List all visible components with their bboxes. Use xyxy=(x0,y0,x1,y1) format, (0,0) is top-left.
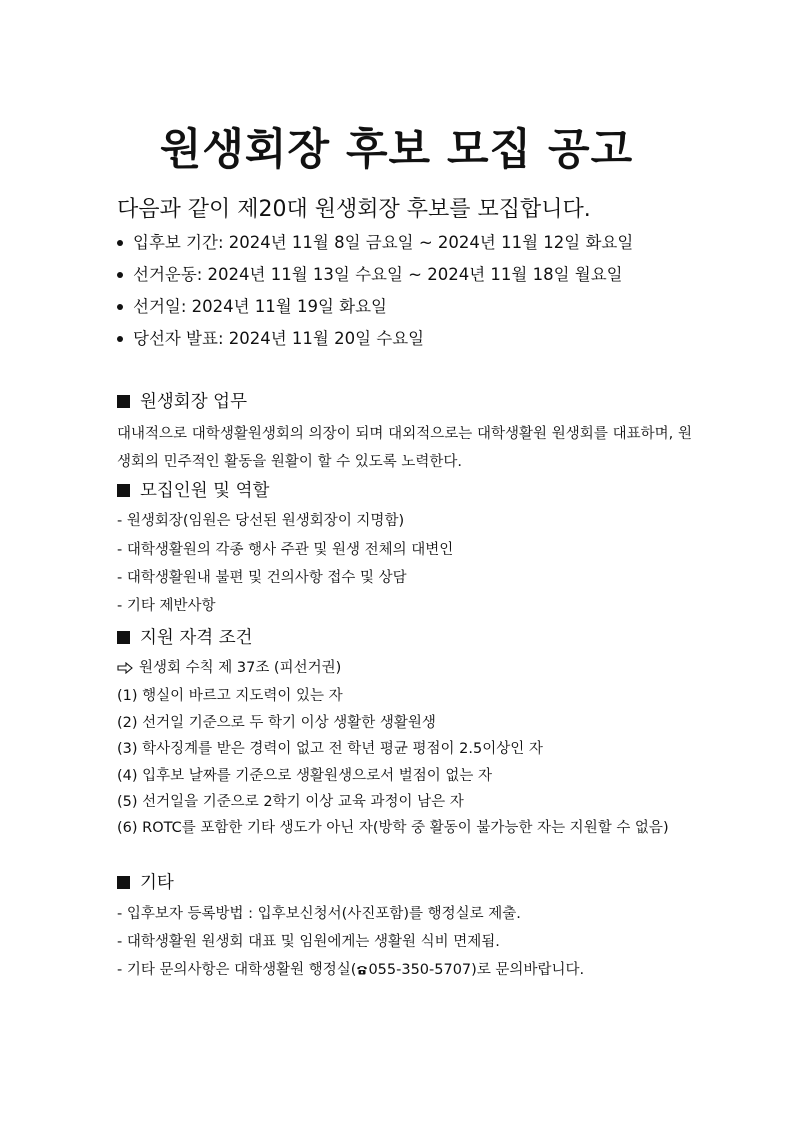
schedule-item: 당선자 발표: 2024년 11월 20일 수요일 xyxy=(117,325,633,357)
section-heading-recruit: 모집인원 및 역할 xyxy=(117,478,269,504)
recruit-item: - 기타 제반사항 xyxy=(117,598,216,614)
duties-paragraph: 대내적으로 대학생활원생회의 의장이 되며 대외적으로는 대학생활원 원생회를 대표하며, 원생회의 민주적인 활동을 원활이 할 수 있도록 노력한다. xyxy=(117,426,692,470)
etc-item: - 대학생활원 원생회 대표 및 임원에게는 생활원 식비 면제됨. xyxy=(117,934,500,950)
qualification-item: (5) 선거일을 기준으로 2학기 이상 교육 과정이 남은 자 xyxy=(117,794,464,810)
phone-icon xyxy=(356,964,368,975)
square-bullet-icon xyxy=(117,876,130,889)
bullet-icon xyxy=(117,240,123,246)
schedule-item: 입후보 기간: 2024년 11월 8일 금요일 ~ 2024년 11월 12일 화요일 xyxy=(117,229,633,261)
etc-item: - 입후보자 등록방법 : 입후보신청서(사진포함)를 행정실로 제출. xyxy=(117,906,521,922)
intro-text: 다음과 같이 제20대 원생회장 후보를 모집합니다. xyxy=(117,197,591,222)
arrow-right-icon xyxy=(117,662,133,674)
recruit-item: - 원생회장(임원은 당선된 원생회장이 지명함) xyxy=(117,513,405,529)
qualification-item: (2) 선거일 기준으로 두 학기 이상 생활한 생활원생 xyxy=(117,715,436,731)
qualification-item: (3) 학사징계를 받은 경력이 없고 전 학년 평균 평점이 2.5이상인 자 xyxy=(117,741,543,757)
square-bullet-icon xyxy=(117,484,130,497)
recruit-item: - 대학생활원의 각종 행사 주관 및 원생 전체의 대변인 xyxy=(117,542,454,558)
etc-contact: - 기타 문의사항은 대학생활원 행정실( 055-350-5707)로 문의바랍니다. xyxy=(117,962,585,978)
qualification-rule: 원생회 수칙 제 37조 (피선거권) xyxy=(117,655,341,682)
recruit-item: - 대학생활원내 불편 및 건의사항 접수 및 상담 xyxy=(117,570,407,586)
bullet-icon xyxy=(117,336,123,342)
qualification-item: (6) ROTC를 포함한 기타 생도가 아닌 자(방학 중 활동이 불가능한 자는 지원할 수 없음) xyxy=(117,820,669,836)
section-heading-duties: 원생회장 업무 xyxy=(117,389,247,415)
schedule-item: 선거일: 2024년 11월 19일 화요일 xyxy=(117,293,633,325)
square-bullet-icon xyxy=(117,395,130,408)
section-heading-etc: 기타 xyxy=(117,870,174,896)
bullet-icon xyxy=(117,304,123,310)
section-heading-qualification: 지원 자격 조건 xyxy=(117,625,253,651)
qualification-item: (1) 행실이 바르고 지도력이 있는 자 xyxy=(117,688,343,704)
page-title: 원생회장 후보 모집 공고 xyxy=(159,125,634,175)
schedule-item: 선거운동: 2024년 11월 13일 수요일 ~ 2024년 11월 18일 월요일 xyxy=(117,261,633,293)
qualification-item: (4) 입후보 날짜를 기준으로 생활원생으로서 벌점이 없는 자 xyxy=(117,768,492,784)
square-bullet-icon xyxy=(117,631,130,644)
schedule-list xyxy=(117,229,633,357)
bullet-icon xyxy=(117,272,123,278)
